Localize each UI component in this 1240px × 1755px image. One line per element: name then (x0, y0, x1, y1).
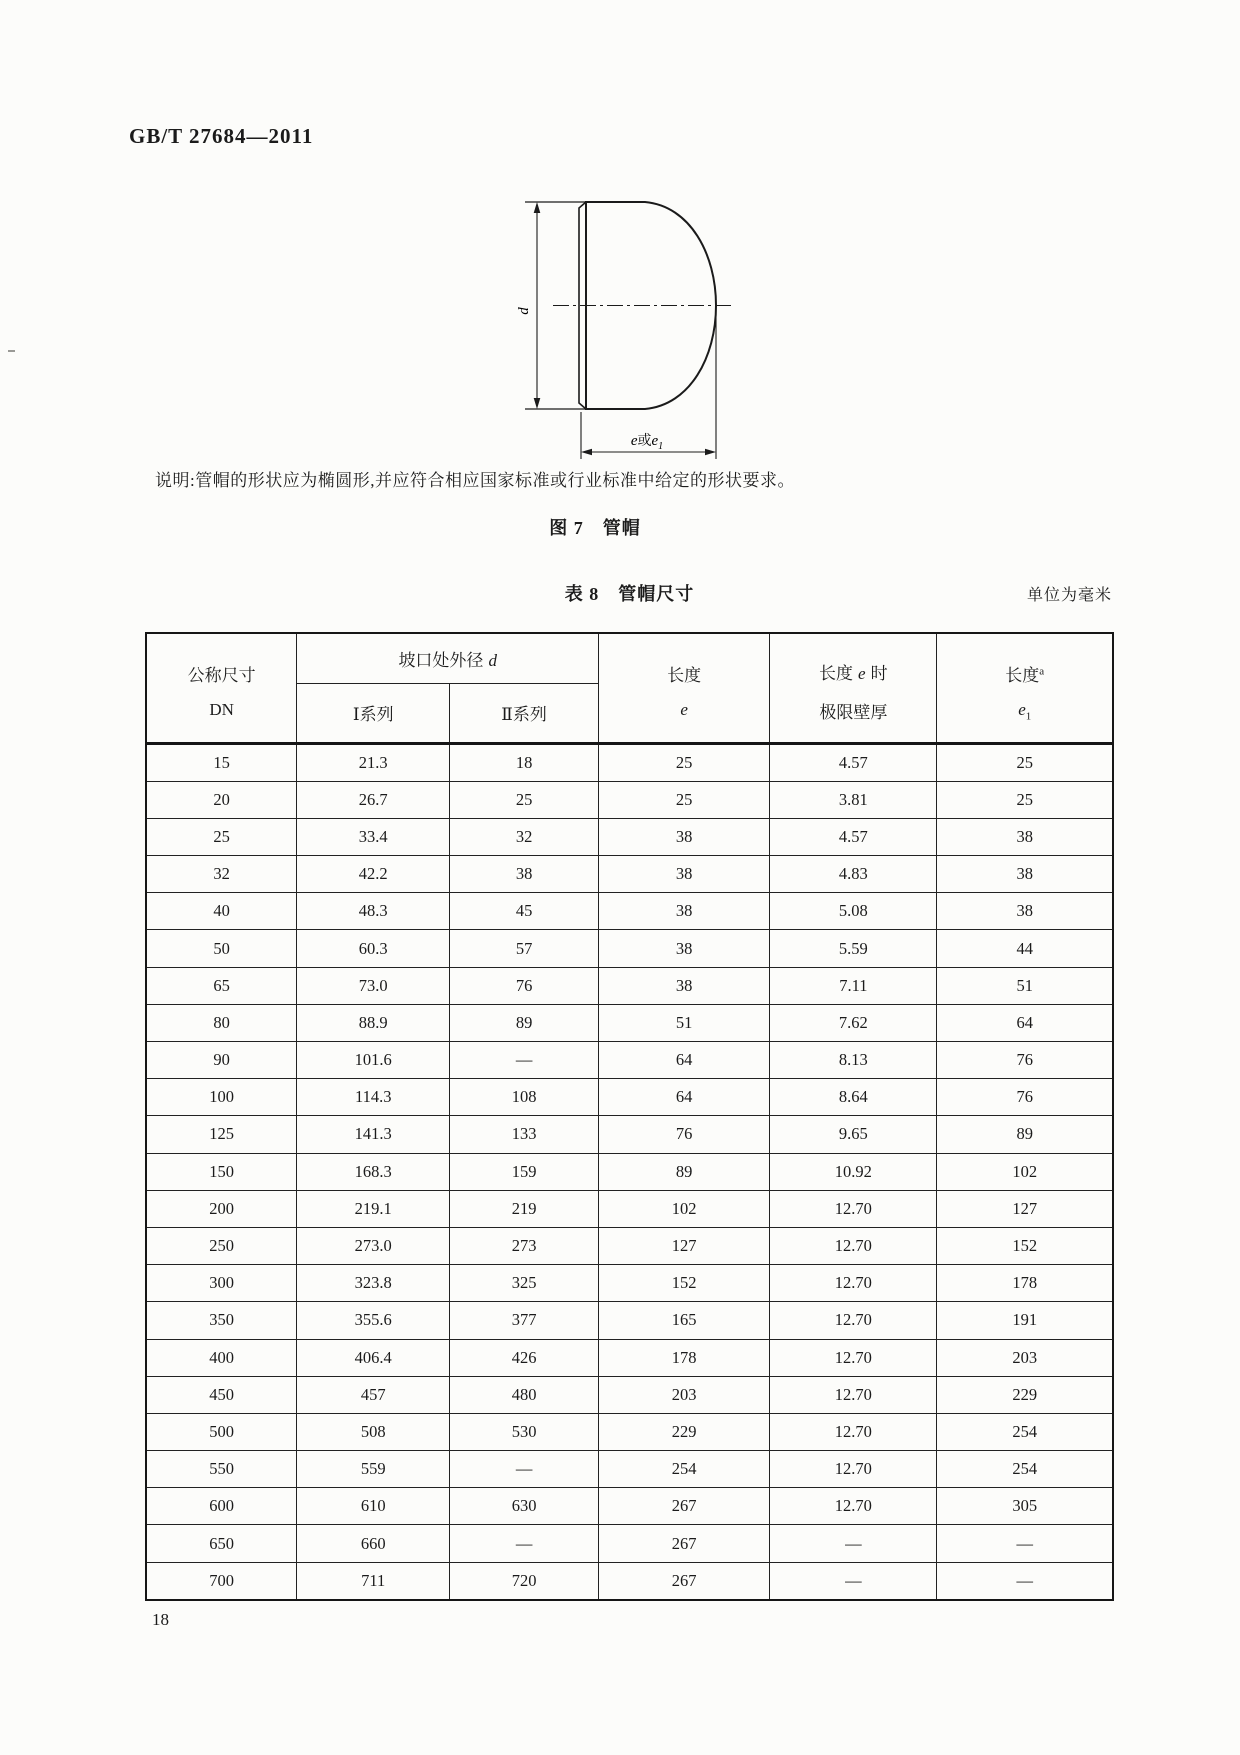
cell-dn: 100 (146, 1079, 297, 1116)
table-row (146, 1116, 1113, 1153)
cell-d-series-1: 323.8 (297, 1265, 450, 1302)
table-row (146, 1562, 1113, 1600)
table-row (146, 1153, 1113, 1190)
header-d-group: 坡口处外径 d (297, 633, 599, 683)
cell-length-e: 51 (599, 1004, 770, 1041)
cell-d-series-2: 45 (450, 893, 599, 930)
cell-length-e: 64 (599, 1042, 770, 1079)
cell-d-series-2: 377 (450, 1302, 599, 1339)
table-row (146, 930, 1113, 967)
cell-length-e: 178 (599, 1339, 770, 1376)
cell-dn: 250 (146, 1227, 297, 1264)
cell-length-e: 229 (599, 1413, 770, 1450)
cell-d-series-2: — (450, 1042, 599, 1079)
cell-d-series-2: 480 (450, 1376, 599, 1413)
dimension-table (145, 632, 1114, 1601)
cell-d-series-2: 530 (450, 1413, 599, 1450)
cell-dn: 25 (146, 818, 297, 855)
table-row (146, 1302, 1113, 1339)
dim-label-e-or-e1: e或$e_1$ (630, 433, 664, 452)
cell-length-e1: — (937, 1525, 1113, 1562)
cell-limit-wall-thickness: 8.64 (770, 1079, 937, 1116)
cell-dn: 550 (146, 1451, 297, 1488)
cell-d-series-1: 73.0 (297, 967, 450, 1004)
cell-length-e1: 38 (937, 856, 1113, 893)
cell-length-e: 267 (599, 1525, 770, 1562)
table-row (146, 1451, 1113, 1488)
cell-dn: 15 (146, 743, 297, 781)
cell-length-e1: 38 (937, 818, 1113, 855)
cell-length-e1: 44 (937, 930, 1113, 967)
cell-length-e1: 191 (937, 1302, 1113, 1339)
cell-length-e: 254 (599, 1451, 770, 1488)
cell-dn: 600 (146, 1488, 297, 1525)
cell-limit-wall-thickness: 5.08 (770, 893, 937, 930)
cell-length-e: 267 (599, 1488, 770, 1525)
cell-length-e1: 229 (937, 1376, 1113, 1413)
cell-length-e: 203 (599, 1376, 770, 1413)
table-row (146, 1079, 1113, 1116)
cell-length-e1: 64 (937, 1004, 1113, 1041)
cell-d-series-2: 25 (450, 781, 599, 818)
doc-number: GB/T 27684—2011 (129, 124, 314, 148)
cell-dn: 65 (146, 967, 297, 1004)
cell-d-series-1: 660 (297, 1525, 450, 1562)
cell-dn: 150 (146, 1153, 297, 1190)
cell-length-e: 25 (599, 781, 770, 818)
cell-limit-wall-thickness: 12.70 (770, 1413, 937, 1450)
cell-limit-wall-thickness: 7.62 (770, 1004, 937, 1041)
cell-limit-wall-thickness: 12.70 (770, 1227, 937, 1264)
cell-d-series-1: 88.9 (297, 1004, 450, 1041)
cell-d-series-1: 406.4 (297, 1339, 450, 1376)
cell-d-series-1: 48.3 (297, 893, 450, 930)
cell-limit-wall-thickness: 12.70 (770, 1302, 937, 1339)
scan-artifact (8, 350, 15, 352)
cell-limit-wall-thickness: 12.70 (770, 1376, 937, 1413)
table-row (146, 1265, 1113, 1302)
cell-d-series-2: 133 (450, 1116, 599, 1153)
cell-length-e: 267 (599, 1562, 770, 1600)
cell-dn: 700 (146, 1562, 297, 1600)
table-row (146, 1525, 1113, 1562)
cell-length-e1: 127 (937, 1190, 1113, 1227)
table-row (146, 893, 1113, 930)
cell-d-series-1: 559 (297, 1451, 450, 1488)
table-row (146, 1376, 1113, 1413)
cell-limit-wall-thickness: 8.13 (770, 1042, 937, 1079)
cell-dn: 90 (146, 1042, 297, 1079)
cell-length-e: 152 (599, 1265, 770, 1302)
table-title: 表 8 管帽尺寸 (564, 584, 695, 604)
cell-d-series-1: 711 (297, 1562, 450, 1600)
cell-limit-wall-thickness: 4.83 (770, 856, 937, 893)
cell-d-series-2: 426 (450, 1339, 599, 1376)
cell-length-e: 38 (599, 893, 770, 930)
cell-d-series-1: 457 (297, 1376, 450, 1413)
cell-d-series-1: 508 (297, 1413, 450, 1450)
cell-length-e1: 25 (937, 781, 1113, 818)
table-row (146, 1339, 1113, 1376)
cell-limit-wall-thickness: 9.65 (770, 1116, 937, 1153)
cell-length-e1: 254 (937, 1451, 1113, 1488)
cell-d-series-2: 159 (450, 1153, 599, 1190)
cell-length-e: 38 (599, 818, 770, 855)
cell-d-series-2: — (450, 1525, 599, 1562)
cell-d-series-2: 219 (450, 1190, 599, 1227)
cell-limit-wall-thickness: 12.70 (770, 1265, 937, 1302)
table-row (146, 856, 1113, 893)
cell-length-e: 127 (599, 1227, 770, 1264)
figure-caption: 图 7 管帽 (549, 518, 641, 538)
cell-length-e1: 25 (937, 743, 1113, 781)
cell-length-e1: 203 (937, 1339, 1113, 1376)
cell-d-series-1: 26.7 (297, 781, 450, 818)
cell-length-e: 102 (599, 1190, 770, 1227)
table-wrap (145, 632, 1114, 1601)
cell-d-series-2: 630 (450, 1488, 599, 1525)
cell-length-e1: 254 (937, 1413, 1113, 1450)
header-length-e1: 长度$^a$ $e_1$ (937, 633, 1113, 743)
cell-length-e1: 305 (937, 1488, 1113, 1525)
table-row (146, 967, 1113, 1004)
cell-limit-wall-thickness: 7.11 (770, 967, 937, 1004)
table-row (146, 781, 1113, 818)
cell-length-e: 38 (599, 930, 770, 967)
cell-dn: 32 (146, 856, 297, 893)
cell-d-series-1: 114.3 (297, 1079, 450, 1116)
cell-dn: 650 (146, 1525, 297, 1562)
cell-length-e1: 51 (937, 967, 1113, 1004)
figure-pipe-cap (495, 164, 745, 469)
cell-d-series-2: 76 (450, 967, 599, 1004)
cell-length-e1: 76 (937, 1042, 1113, 1079)
cell-limit-wall-thickness: 4.57 (770, 743, 937, 781)
cell-dn: 500 (146, 1413, 297, 1450)
cell-d-series-2: 89 (450, 1004, 599, 1041)
cell-d-series-2: 38 (450, 856, 599, 893)
cell-d-series-1: 610 (297, 1488, 450, 1525)
cell-d-series-1: 168.3 (297, 1153, 450, 1190)
cell-length-e1: 89 (937, 1116, 1113, 1153)
cell-length-e: 38 (599, 856, 770, 893)
cell-length-e: 25 (599, 743, 770, 781)
cell-length-e1: 76 (937, 1079, 1113, 1116)
cell-d-series-2: 57 (450, 930, 599, 967)
cell-dn: 400 (146, 1339, 297, 1376)
header-dn: 公称尺寸 DN (146, 633, 297, 743)
cell-d-series-1: 101.6 (297, 1042, 450, 1079)
cell-limit-wall-thickness: 5.59 (770, 930, 937, 967)
cell-limit-wall-thickness: 12.70 (770, 1488, 937, 1525)
cell-d-series-2: 18 (450, 743, 599, 781)
cell-dn: 125 (146, 1116, 297, 1153)
cell-length-e: 38 (599, 967, 770, 1004)
cell-d-series-2: 720 (450, 1562, 599, 1600)
cell-d-series-1: 42.2 (297, 856, 450, 893)
cell-d-series-1: 219.1 (297, 1190, 450, 1227)
cell-d-series-1: 21.3 (297, 743, 450, 781)
cell-d-series-1: 33.4 (297, 818, 450, 855)
cell-limit-wall-thickness: 4.57 (770, 818, 937, 855)
cell-d-series-2: 32 (450, 818, 599, 855)
cell-d-series-1: 141.3 (297, 1116, 450, 1153)
cell-dn: 50 (146, 930, 297, 967)
header-d-series-2: Ⅱ系列 (450, 683, 599, 743)
cell-length-e: 89 (599, 1153, 770, 1190)
table-header (146, 633, 1113, 743)
cell-length-e: 64 (599, 1079, 770, 1116)
table-row (146, 743, 1113, 781)
cell-d-series-2: 108 (450, 1079, 599, 1116)
cell-dn: 300 (146, 1265, 297, 1302)
table-row (146, 1227, 1113, 1264)
table-title-strip (145, 580, 1114, 604)
table-body (146, 743, 1113, 1600)
cell-dn: 450 (146, 1376, 297, 1413)
unit-note: 单位为毫米 (1026, 587, 1112, 604)
cell-d-series-2: — (450, 1451, 599, 1488)
header-d-series-1: Ⅰ系列 (297, 683, 450, 743)
cell-limit-wall-thickness: — (770, 1525, 937, 1562)
cell-length-e: 76 (599, 1116, 770, 1153)
cell-limit-wall-thickness: — (770, 1562, 937, 1600)
table-row (146, 1042, 1113, 1079)
dim-label-d: d (516, 307, 532, 315)
cell-dn: 40 (146, 893, 297, 930)
cell-d-series-1: 60.3 (297, 930, 450, 967)
cell-dn: 80 (146, 1004, 297, 1041)
cell-limit-wall-thickness: 12.70 (770, 1190, 937, 1227)
table-row (146, 1413, 1113, 1450)
cell-d-series-2: 325 (450, 1265, 599, 1302)
cell-limit-wall-thickness: 3.81 (770, 781, 937, 818)
cell-dn: 200 (146, 1190, 297, 1227)
cell-length-e1: 102 (937, 1153, 1113, 1190)
figure-note: 说明:管帽的形状应为椭圆形,并应符合相应国家标准或行业标准中给定的形状要求。 (155, 471, 795, 490)
table-row (146, 1190, 1113, 1227)
cell-length-e1: 152 (937, 1227, 1113, 1264)
cell-length-e: 165 (599, 1302, 770, 1339)
header-length-e: 长度 e (599, 633, 770, 743)
header-limit-wall-thickness: 长度 e 时 极限壁厚 (770, 633, 937, 743)
cell-d-series-2: 273 (450, 1227, 599, 1264)
cell-length-e1: 178 (937, 1265, 1113, 1302)
cell-dn: 350 (146, 1302, 297, 1339)
cell-limit-wall-thickness: 12.70 (770, 1451, 937, 1488)
cell-limit-wall-thickness: 10.92 (770, 1153, 937, 1190)
cell-length-e1: 38 (937, 893, 1113, 930)
cell-limit-wall-thickness: 12.70 (770, 1339, 937, 1376)
cell-dn: 20 (146, 781, 297, 818)
table-row (146, 1004, 1113, 1041)
cell-length-e1: — (937, 1562, 1113, 1600)
table-row (146, 1488, 1113, 1525)
table-row (146, 818, 1113, 855)
pipe-cap-drawing (495, 164, 745, 469)
cell-d-series-1: 355.6 (297, 1302, 450, 1339)
cell-d-series-1: 273.0 (297, 1227, 450, 1264)
page-number: 18 (152, 1610, 169, 1629)
